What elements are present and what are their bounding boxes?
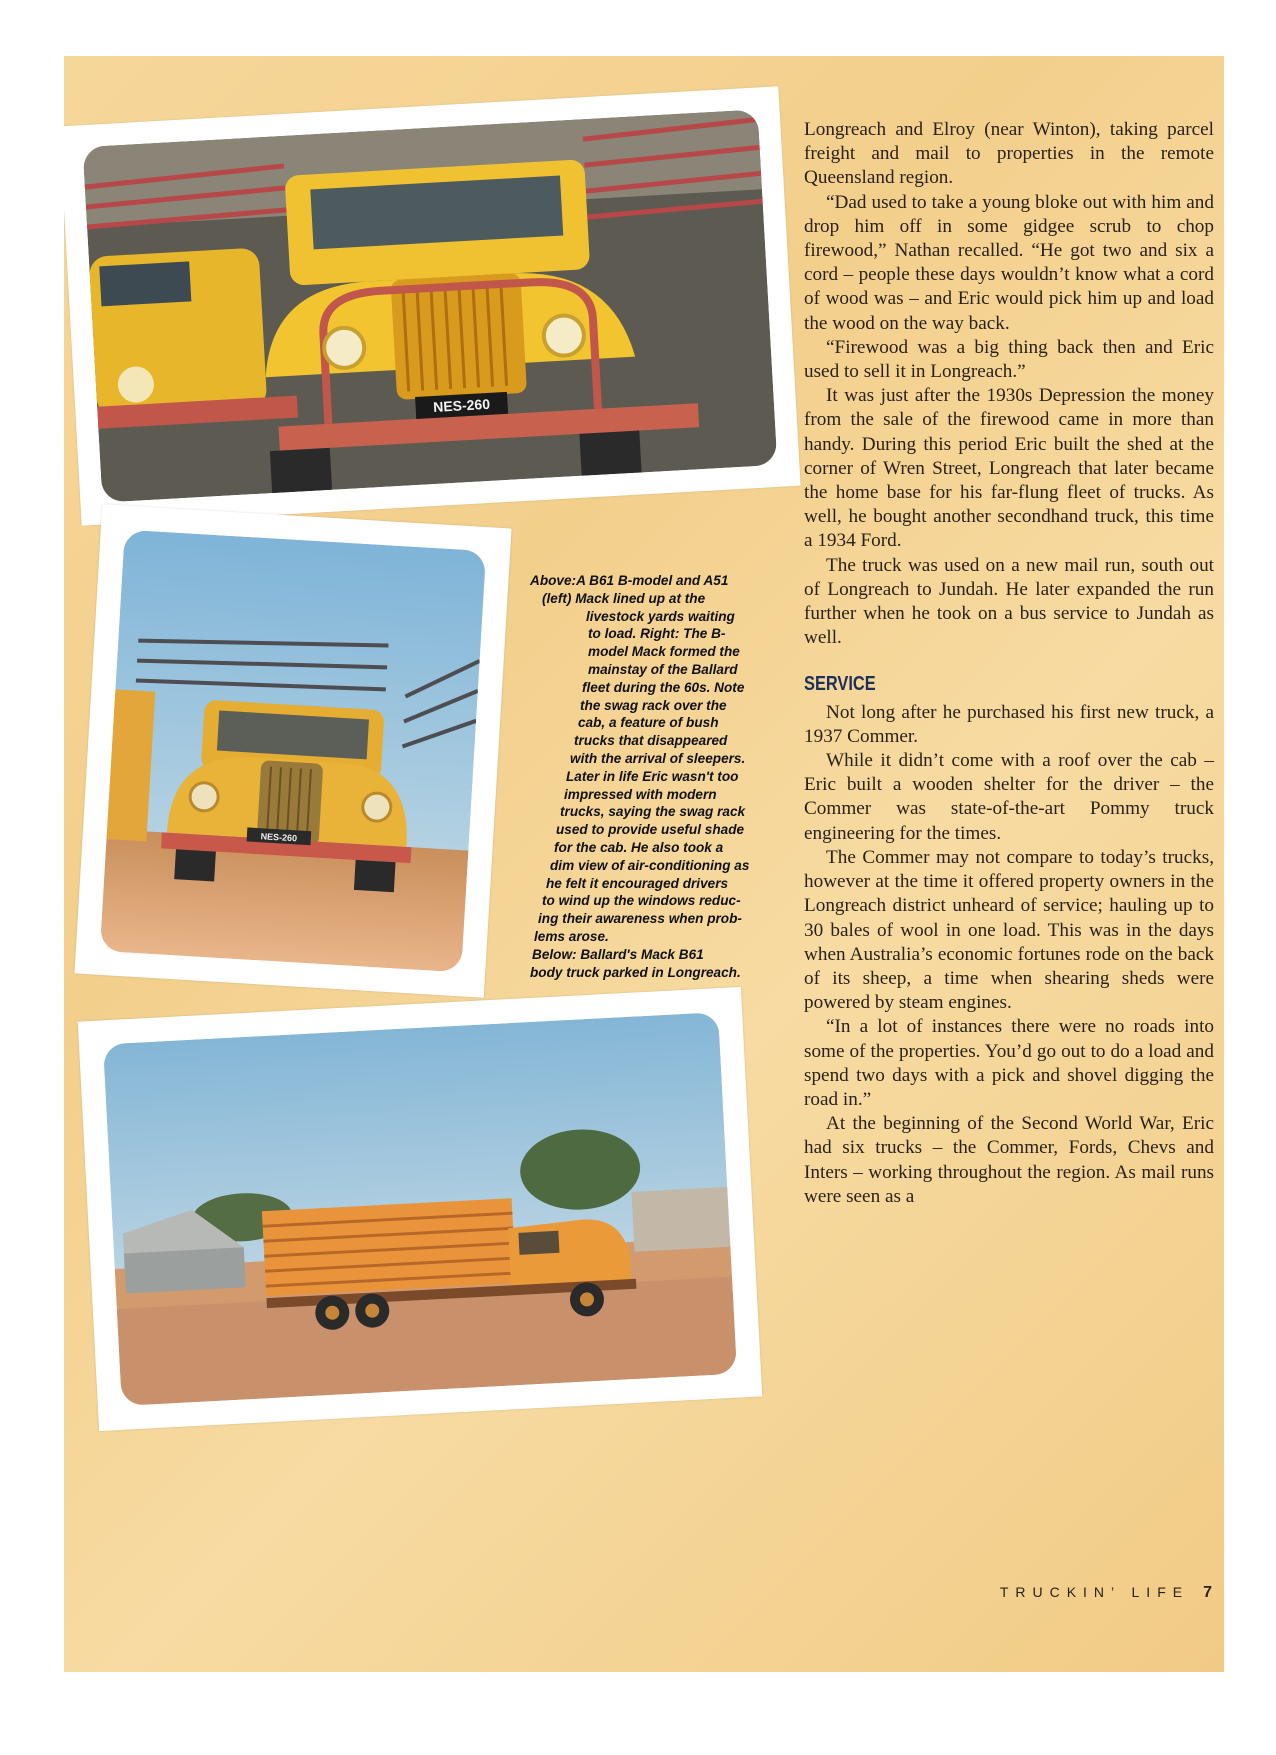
caption-line: trucks, saying the swag rack xyxy=(560,804,746,820)
photo-mack-b61-body-truck-image xyxy=(103,1012,737,1406)
photo-macks-at-yards-image xyxy=(83,109,778,502)
caption-line: ing their awareness when prob- xyxy=(538,911,742,927)
caption-line: Below: Ballard's Mack B61 xyxy=(532,946,704,962)
caption-line: for the cab. He also took a xyxy=(554,839,724,855)
photo-caption xyxy=(530,572,850,981)
middle-photo-plate: NES-260 xyxy=(260,831,298,844)
article-paragraph: At the beginning of the Second World War, Eric had six trucks – the Commer, Fords, Chevs and Inters – working throughout the region. As mail runs were seen as a xyxy=(804,1113,1214,1207)
caption-line: fleet during the 60s. Note xyxy=(582,679,745,695)
caption-line: the swag rack over the xyxy=(580,697,727,713)
photo-b-model-mack xyxy=(74,504,511,997)
caption-line: dim view of air-conditioning as xyxy=(550,857,750,873)
caption-line: he felt it encouraged drivers xyxy=(546,875,729,891)
article-paragraph: “In a lot of instances there were no roads into some of the properties. You’d go out to do a load and spend two days with a pick and shovel digging the road in.” xyxy=(804,1016,1214,1110)
top-photo-plate: NES-260 xyxy=(432,395,491,415)
article-paragraph: The Commer may not compare to today’s trucks, however at the time it offered property owners in the Longreach district unheard of service; hauling up to 30 bales of wool in one load. This was in the days when Australia’s economic fortunes rode on the back of its sheep, a time when shearing sheds were powered by steam engines. xyxy=(804,846,1214,1014)
photo-mack-b61-body-truck xyxy=(78,987,763,1431)
caption-line: cab, a feature of bush xyxy=(578,715,719,731)
caption-line: (left) Mack lined up at the xyxy=(542,590,706,606)
caption-line: mainstay of the Ballard xyxy=(588,661,738,677)
caption-line: impressed with modern xyxy=(564,786,717,802)
caption-line: body truck parked in Longreach. xyxy=(530,964,741,980)
magazine-name: TRUCKIN’ LIFE xyxy=(999,1584,1190,1600)
caption-line: model Mack formed the xyxy=(588,644,740,660)
caption-line: to load. Right: The B- xyxy=(588,626,726,642)
photo-macks-at-yards xyxy=(64,86,801,526)
article-paragraph: Longreach and Elroy (near Winton), taking parcel freight and mail to properties in the remote Queensland region. xyxy=(804,119,1214,189)
caption-line: with the arrival of sleepers. xyxy=(570,750,746,766)
caption-line: livestock yards waiting xyxy=(586,608,735,624)
caption-line: trucks that disappeared xyxy=(574,733,728,749)
article-paragraph: “Dad used to take a young bloke out with him and drop him off in some gidgee scrub to chop firewood,” Nathan recalled. “He got two and six a cord – people these days wouldn’t know what a cord of wood was – and Eric would pick him up and load the wood on the way back. xyxy=(804,191,1214,334)
caption-line: to wind up the windows reduc- xyxy=(542,893,741,909)
magazine-page xyxy=(64,56,1224,1672)
article-paragraph: The truck was used on a new mail run, south out of Longreach to Jundah. He later expanded the run further when he took on a bus service to Jundah as well. xyxy=(804,554,1214,649)
caption-line: used to provide useful shade xyxy=(556,822,745,838)
photo-b-model-mack-image xyxy=(100,530,486,973)
article-paragraph: Not long after he purchased his first new truck, a 1937 Commer. xyxy=(804,701,1214,747)
article-paragraph: “Firewood was a big thing back then and Eric used to sell it in Longreach.” xyxy=(804,336,1214,383)
caption-line: lems arose. xyxy=(534,928,609,944)
article-column xyxy=(804,118,1214,1209)
caption-line: Later in life Eric wasn't too xyxy=(566,768,739,784)
article-paragraph: While it didn’t come with a roof over the cab – Eric built a wooden shelter for the driver – the Commer was state-of-the-art Pommy truck engineering for the times. xyxy=(804,750,1214,844)
page-number: 7 xyxy=(1203,1584,1212,1601)
page-footer xyxy=(852,1584,1212,1602)
caption-line: Above:A B61 B-model and A51 xyxy=(530,573,729,588)
section-heading: SERVICE xyxy=(804,673,876,696)
article-paragraph: It was just after the 1930s Depression the money from the sale of the firewood came in more than handy. During this period Eric built the shed at the corner of Wren Street, Longreach that later became the home base for his far-flung fleet of trucks. As well, he bought another secondhand truck, this time a 1934 Ford. xyxy=(804,385,1214,552)
